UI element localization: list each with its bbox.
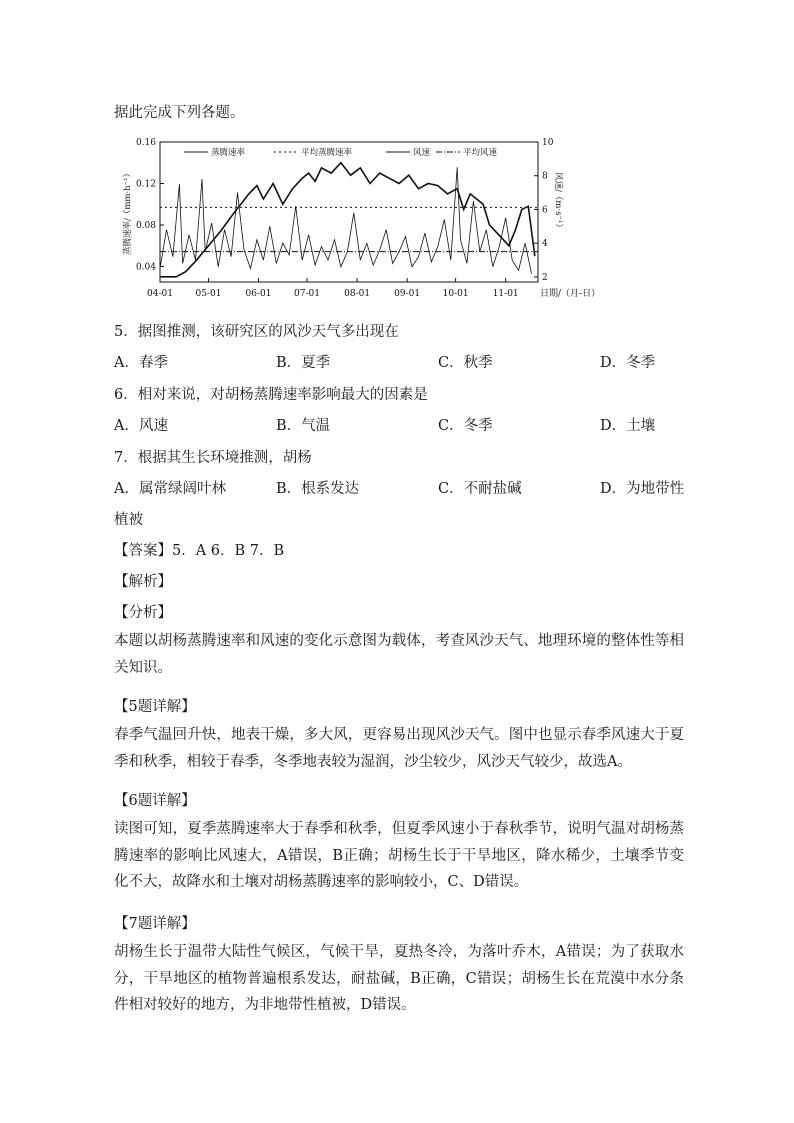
q6-option-b[interactable]: B．气温 bbox=[276, 418, 331, 434]
y-left-tick-label: 0.16 bbox=[135, 138, 156, 148]
fenxi-text: 本题以胡杨蒸腾速率和风速的变化示意图为载体，考查风沙天气、地理环境的整体性等相关知识。 bbox=[114, 633, 684, 676]
q7-option-a[interactable]: A．属常绿阔叶林 bbox=[114, 481, 226, 497]
q7-option-d[interactable]: D．为地带性 bbox=[600, 481, 685, 497]
q6-explanation-text: 读图可知，夏季蒸腾速率大于春季和秋季，但夏季风速小于春秋季节，说明气温对胡杨蒸腾速率的影响比风速大，A错误，B正确；胡杨生长于干旱地区，降水稀少，土壤季节变化不大，故降水和土壤对胡杨蒸腾速率的影响较小，C、D错误。 bbox=[114, 821, 684, 890]
analysis-heading: 【解析】 bbox=[114, 574, 172, 590]
q5-option-c[interactable]: C．秋季 bbox=[438, 355, 493, 371]
y-left-tick-label: 0.08 bbox=[135, 220, 156, 231]
q6-option-a[interactable]: A．风速 bbox=[114, 418, 168, 434]
q7-option-d-continuation: 植被 bbox=[114, 512, 143, 528]
q5-option-d[interactable]: D．冬季 bbox=[600, 355, 656, 371]
q7-option-b[interactable]: B．根系发达 bbox=[276, 481, 360, 497]
q7-explanation-text: 胡杨生长于温带大陆性气候区，气候干旱，夏热冬冷，为落叶乔木，A错误；为了获取水分，干旱地区的植物普遍根系发达，耐盐碱，B正确，C错误；胡杨生长在荒漠中水分条件相对较好的地方，为非地带性植被，D错误。 bbox=[114, 944, 684, 1013]
answer-line: 【答案】5．A 6．B 7．B bbox=[114, 543, 285, 559]
transpiration-wind-chart bbox=[114, 132, 601, 312]
intro-text: 据此完成下列各题。 bbox=[114, 105, 245, 121]
q6-option-c[interactable]: C．冬季 bbox=[438, 418, 493, 434]
y-left-tick-label: 0.04 bbox=[135, 262, 156, 273]
y-right-tick-label: 8 bbox=[542, 171, 548, 182]
legend-label: 平均风速 bbox=[463, 148, 498, 158]
legend-label: 蒸腾速率 bbox=[211, 148, 246, 158]
q6-stem: 6．相对来说，对胡杨蒸腾速率影响最大的因素是 bbox=[114, 387, 428, 403]
y-right-tick-label: 6 bbox=[542, 205, 548, 216]
q5-explanation-heading: 【5题详解】 bbox=[114, 699, 196, 715]
y-right-tick-label: 10 bbox=[542, 138, 554, 148]
x-tick-label: 08-01 bbox=[344, 289, 371, 299]
plot-frame bbox=[160, 142, 538, 282]
x-tick-label: 06-01 bbox=[245, 289, 272, 299]
transpiration-series-line bbox=[160, 163, 535, 277]
q5-explanation-text: 春季气温回升快，地表干燥，多大风，更容易出现风沙天气。图中也显示春季风速大于夏季和秋季，相较于春季，冬季地表较为湿润，沙尘较少，风沙天气较少，故选A。 bbox=[114, 727, 684, 770]
x-tick-label: 11-01 bbox=[492, 289, 519, 299]
x-tick-label: 04-01 bbox=[147, 289, 173, 299]
x-tick-label: 10-01 bbox=[442, 289, 469, 299]
q7-stem: 7．根据其生长环境推测，胡杨 bbox=[114, 450, 312, 466]
x-tick-label: 09-01 bbox=[394, 289, 421, 299]
legend-label: 平均蒸腾速率 bbox=[301, 148, 353, 158]
x-tick-label: 07-01 bbox=[294, 289, 320, 299]
fenxi-heading: 【分析】 bbox=[114, 605, 172, 621]
x-tick-label: 05-01 bbox=[195, 289, 222, 299]
q5-option-a[interactable]: A．春季 bbox=[114, 355, 168, 371]
y-left-tick-label: 0.12 bbox=[135, 179, 156, 190]
q5-stem: 5．据图推测，该研究区的风沙天气多出现在 bbox=[114, 324, 399, 340]
q7-option-c[interactable]: C．不耐盐碱 bbox=[438, 481, 522, 497]
x-axis-suffix: 日期/（月-日） bbox=[540, 289, 601, 299]
y-right-tick-label: 4 bbox=[542, 239, 548, 250]
y-right-axis-label: 风速/（m·s⁻¹） bbox=[553, 172, 563, 232]
q5-option-b[interactable]: B．夏季 bbox=[276, 355, 331, 371]
wind-series-line bbox=[160, 167, 532, 273]
y-left-axis-label: 蒸腾速率/（mm·h⁻¹） bbox=[123, 168, 133, 256]
legend-label: 风速 bbox=[413, 148, 431, 158]
y-right-tick-label: 2 bbox=[542, 272, 548, 283]
q7-explanation-heading: 【7题详解】 bbox=[114, 916, 196, 932]
q6-option-d[interactable]: D．土壤 bbox=[600, 418, 656, 434]
q6-explanation-heading: 【6题详解】 bbox=[114, 793, 196, 809]
